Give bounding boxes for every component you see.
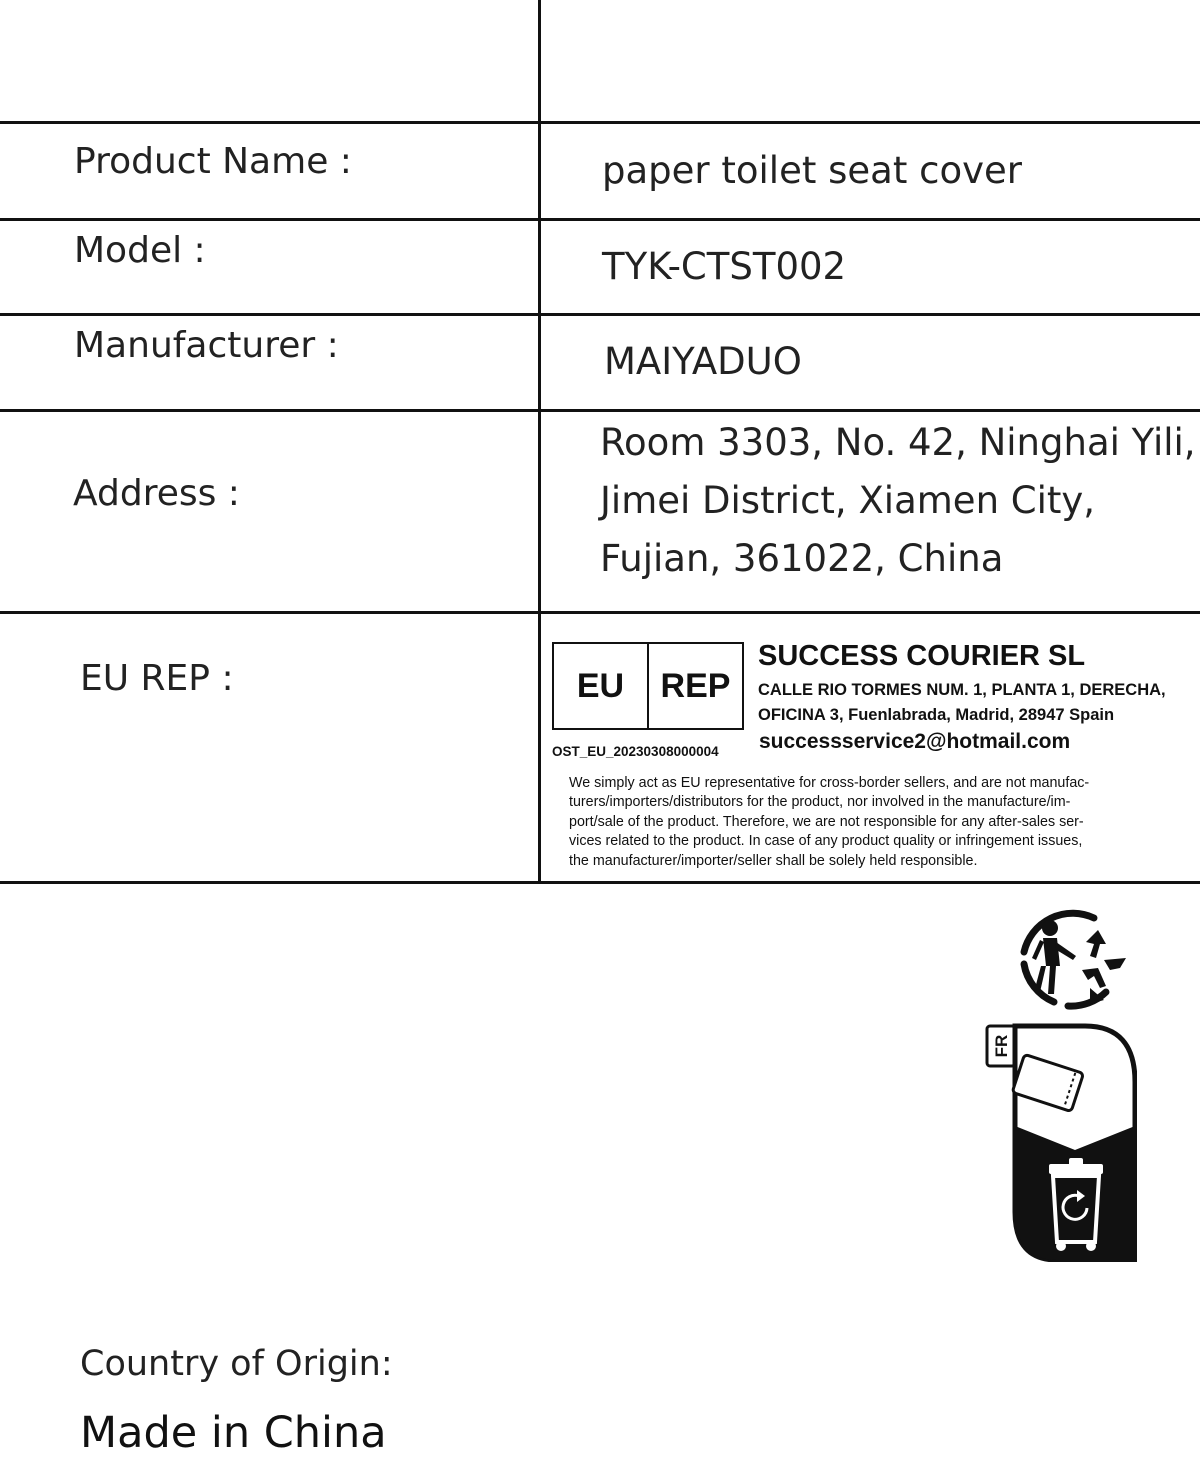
eu-rep-badge [552,642,744,730]
row-divider-4 [0,409,1200,412]
product-name-label: Product Name : [74,141,352,182]
disclaimer-line: turers/importers/distributors for the product, nor involved in the manufacture/im- [569,794,1071,811]
infotri-country-text: FR [992,1034,1011,1058]
manufacturer-label: Manufacturer : [74,325,339,366]
eu-rep-address-line: OFICINA 3, Fuenlabrada, Madrid, 28947 Spain [758,706,1115,724]
address-line: Room 3303, No. 42, Ninghai Yili, [600,421,1196,464]
disclaimer-line: We simply act as EU representative for cross-border sellers, and are not manufac- [569,775,1090,791]
eu-badge-text: EU [576,666,625,705]
country-of-origin-label: Country of Origin: [80,1344,393,1384]
address-line: Jimei District, Xiamen City, [600,479,1096,522]
triman-recycling-icon [1010,904,1132,1010]
disclaimer-line: vices related to the product. In case of any product quality or infringement issues, [569,833,1083,850]
product-name-value: paper toilet seat cover [602,149,1022,192]
eu-rep-company: SUCCESS COURIER SL [758,640,1086,672]
row-divider-5 [0,611,1200,614]
country-of-origin-value: Made in China [80,1408,387,1458]
column-divider [538,0,541,884]
model-label: Model : [74,230,206,271]
model-value: TYK-CTST002 [602,245,847,288]
row-divider-1 [0,121,1200,124]
manufacturer-value: MAIYADUO [604,340,802,383]
eu-rep-code: OST_EU_20230308000004 [552,744,719,759]
infotri-sorting-icon [985,1022,1137,1262]
disclaimer-line: port/sale of the product. Therefore, we are not responsible for any after-sales ser- [569,813,1084,830]
row-divider-6 [0,881,1200,884]
row-divider-2 [0,218,1200,221]
address-value [600,414,1196,588]
eu-rep-email: successservice2@hotmail.com [759,730,1071,753]
eu-rep-label: EU REP : [80,658,234,699]
address-label: Address : [73,473,240,514]
address-line: Fujian, 361022, China [600,537,1004,580]
disclaimer-line: the manufacturer/importer/seller shall be solely held responsible. [569,852,978,869]
rep-badge-text: REP [647,644,742,728]
eu-rep-disclaimer [569,774,1191,871]
eu-rep-address-line: CALLE RIO TORMES NUM. 1, PLANTA 1, DERECHA, [758,681,1166,699]
eu-rep-address [758,678,1166,728]
row-divider-3 [0,313,1200,316]
